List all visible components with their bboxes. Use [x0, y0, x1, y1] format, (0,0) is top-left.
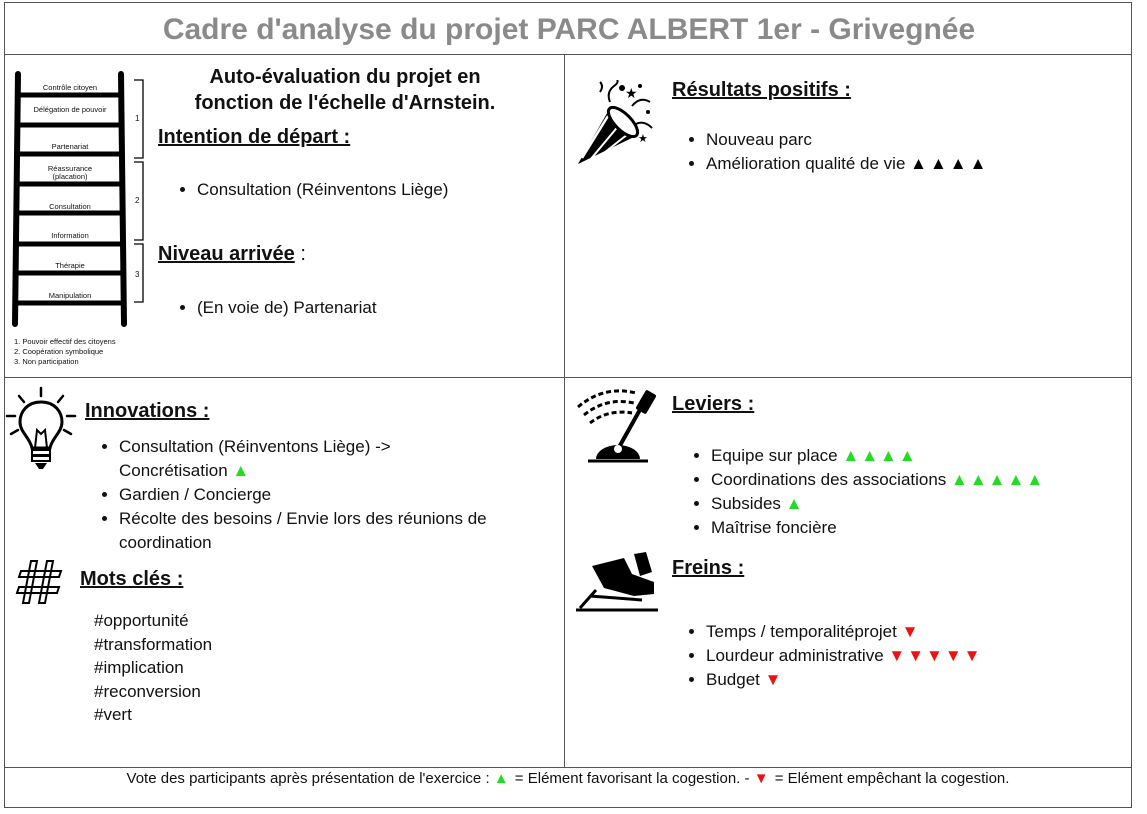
legend-item: 2. Coopération symbolique [14, 347, 104, 356]
bracket-label: 1 [135, 114, 140, 123]
niveau-list [175, 296, 377, 320]
intention-list [175, 178, 448, 202]
item-text: Nouveau parc [706, 130, 812, 149]
vote-marks: ▼▼▼▼▼ [888, 646, 983, 665]
niveau-colon: : [294, 243, 306, 265]
item-text: Budget [706, 670, 765, 689]
list-item [706, 620, 983, 644]
divider-title [5, 54, 1131, 55]
item-text: Maîtrise foncière [711, 518, 837, 537]
down-triangle-icon: ▼ [753, 770, 771, 787]
list-item [119, 483, 579, 507]
item-text: Amélioration qualité de vie [706, 154, 911, 173]
lever-icon [574, 385, 660, 465]
list-item [711, 468, 1045, 492]
footer-text: = Elément favorisant la cogestion. - [510, 770, 754, 787]
innovations-list [97, 435, 579, 555]
hashtag: #implication [94, 658, 184, 677]
rung-label: Information [51, 231, 89, 240]
brake-pedal-icon [574, 552, 660, 614]
svg-text:★: ★ [638, 132, 648, 145]
footer-text: = Elément empêchant la cogestion. [770, 770, 1010, 787]
vote-marks: ▲▲▲▲▲ [951, 470, 1046, 489]
page-title: Cadre d'analyse du projet PARC ALBERT 1er - Grivegnée [162, 13, 976, 46]
legend-item: 1. Pouvoir effectif des citoyens [14, 337, 116, 346]
list-item [711, 492, 1045, 516]
legend-item: 3. Non participation [14, 357, 79, 366]
resultats-list [684, 128, 989, 176]
up-triangle-icon: ▲ [493, 770, 511, 787]
vote-marks: ▼ [764, 670, 784, 689]
list-item [119, 435, 579, 483]
arnstein-ladder [10, 70, 160, 332]
lightbulb-icon [5, 386, 77, 476]
item-text: Récolte des besoins / Envie lors des réunions de [119, 509, 487, 528]
hashtag: #reconversion [94, 681, 201, 701]
bracket-label: 2 [135, 196, 140, 205]
rung-label: Manipulation [48, 291, 92, 300]
rung-label: Délégation de pouvoir [33, 105, 107, 114]
divider-vertical [564, 54, 565, 767]
list-item: • Consultation (Réinventons Liège) [197, 178, 448, 202]
item-text: Subsides [711, 494, 786, 513]
list-item: • (En voie de) Partenariat [197, 296, 377, 320]
hashtag: #opportunité [94, 611, 189, 630]
item-text: coordination [119, 533, 212, 552]
svg-text:★: ★ [625, 86, 638, 102]
hashtag: #vert [94, 705, 132, 724]
list-item [711, 516, 1045, 540]
vote-legend-footer [4, 770, 1132, 787]
list-item [706, 644, 983, 668]
innovations-heading: Innovations : [85, 400, 210, 422]
niveau-label: Niveau arrivée [158, 243, 295, 265]
item-text: Lourdeur administrative [706, 646, 889, 665]
party-popper-icon [570, 80, 660, 168]
resultats-heading: Résultats positifs : [672, 79, 851, 101]
leviers-heading: Leviers : [672, 393, 755, 415]
divider-footer [5, 767, 1131, 768]
mots-cles-heading: Mots clés : [80, 568, 184, 590]
rung-label: Réassurance (placation) [47, 164, 93, 181]
rung-label: Consultation [49, 202, 91, 211]
rung-label: Partenariat [51, 142, 89, 151]
list-item [119, 507, 579, 555]
ladder-legend [14, 337, 116, 367]
list-item [706, 128, 989, 152]
vote-marks: ▼ [901, 622, 921, 641]
niveau-heading [158, 243, 306, 266]
rung-label: Contrôle citoyen [42, 83, 98, 92]
leviers-list [689, 444, 1045, 540]
self-evaluation-heading [160, 64, 530, 116]
item-text: Consultation (Réinventons Liège) -> [119, 437, 391, 456]
item-text: Coordinations des associations [711, 470, 952, 489]
list-item [706, 152, 989, 176]
heading-line: fonction de l'échelle d'Arnstein. [194, 92, 496, 114]
vote-marks: ▲ [232, 461, 252, 480]
freins-list [684, 620, 983, 692]
hashtag: #transformation [94, 634, 213, 654]
item-text: Gardien / Concierge [119, 485, 272, 504]
item-text: Concrétisation [119, 461, 233, 480]
hashtag-icon [15, 557, 65, 607]
item-text: Equipe sur place [711, 446, 843, 465]
intention-heading: Intention de départ : [158, 126, 351, 148]
freins-heading: Freins : [672, 557, 745, 579]
bracket-label: 3 [135, 270, 140, 279]
vote-marks: ▲▲▲▲ [910, 154, 990, 173]
heading-line: Auto-évaluation du projet en [209, 66, 481, 88]
divider-middle [5, 377, 1131, 378]
list-item [706, 668, 983, 692]
vote-marks: ▲ [785, 494, 805, 513]
list-item [711, 444, 1045, 468]
footer-text: Vote des participants après présentation de l'exercice : [126, 770, 494, 787]
tags-list [94, 609, 212, 727]
rung-label: Thérapie [55, 261, 85, 270]
item-text: Temps / temporalitéprojet [706, 622, 902, 641]
vote-marks: ▲▲▲▲ [842, 446, 918, 465]
